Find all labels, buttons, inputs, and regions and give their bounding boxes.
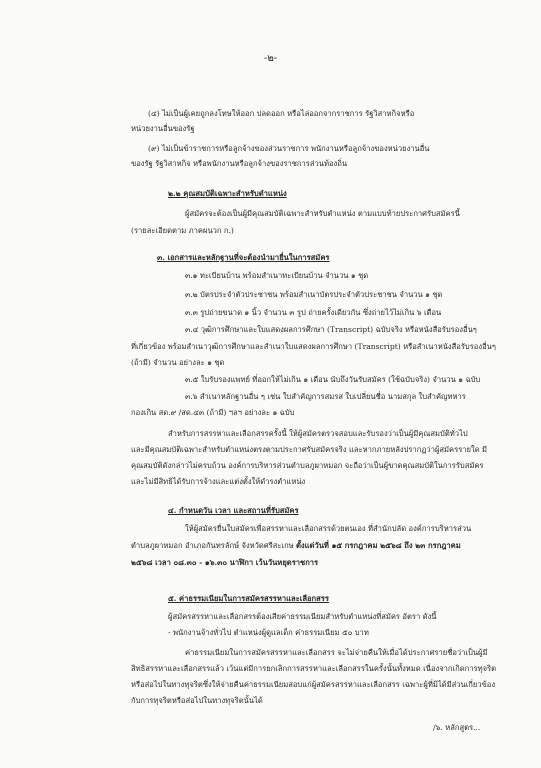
- text-line: - พนักงานจ้างทั่วไป ตำแหน่งผู้ดูแลเด็ก ค่าธรรมเนียม ๕๐ บาท: [168, 628, 369, 637]
- section-heading: ๕. ค่าธรรมเนียมในการสมัครสรรหาและเลือกสรร: [168, 594, 329, 603]
- text-line: สำหรับการสรรหาและเลือกสรรครั้งนี้ ให้ผู้สมัครตรวจสอบและรับรองว่าเป็นผู้มีคุณสมบัติทั่วไป: [168, 429, 468, 438]
- text-line: ให้ผู้สมัครยื่นใบสมัครเพื่อสรรหาและเลือกสรรด้วยตนเอง ที่สำนักปลัด องค์การบริหารส่วน: [185, 524, 472, 533]
- text-line: คุณสมบัติดังกล่าวไม่ครบถ้วน องค์การบริหารส่วนตำบลภูผาหมอก จะถือว่าเป็นผู้ขาดคุณสมบัติในการรับสมัคร: [131, 461, 484, 470]
- text-line: ผู้สมัครสรรหาและเลือกสรรต้องเสียค่าธรรมเนียมสำหรับตำแหน่งที่สมัคร อัตรา ดังนี้: [168, 612, 437, 621]
- text-line: ของรัฐ รัฐวิสาหกิจ หรือพนักงานหรือลูกจ้างของราชการส่วนท้องถิ่น: [131, 159, 348, 168]
- text-line: (รายละเอียดตาม ภาคผนวก ก.): [131, 226, 234, 235]
- section-heading: ๓. เอกสารและหลักฐานที่จะต้องนำมายื่นในการสมัคร: [157, 253, 330, 262]
- text-line: ๓.๓ รูปถ่ายขนาด ๑ นิ้ว จำนวน ๓ รูป ถ่ายครั้งเดียวกัน ซึ่งถ่ายไว้ไม่เกิน ๖ เดือน: [185, 308, 442, 317]
- section-heading: ๒.๒ คุณสมบัติเฉพาะสำหรับตำแหน่ง: [168, 189, 287, 198]
- text-line: ผู้สมัครจะต้องเป็นผู้มีคุณสมบัติเฉพาะสำหรับตำแหน่ง ตามแบบท้ายประกาศรับสมัครนี้: [185, 209, 460, 218]
- section-heading: ๔. กำหนดวัน เวลา และสถานที่รับสมัคร: [168, 506, 299, 515]
- text-line: และมีคุณสมบัติเฉพาะสำหรับตำแหน่งตรงตามประกาศรับสมัครจริง และหากภายหลังปรากฏว่าผู้สมัครรายใด มี: [131, 445, 488, 454]
- text-line: ๓.๒ บัตรประจำตัวประชาชน พร้อมสำเนาบัตรประจำตัวประชาชน จำนวน ๑ ชุด: [185, 290, 443, 299]
- text-line: ตำบลภูผาหมอก อำเภอกันทรลักษ์ จังหวัดศรีสะเกษ: [131, 541, 294, 550]
- text-line: ค่าธรรมเนียมในการสมัครสรรหาและเลือกสรร จะไม่จ่ายคืนให้เมื่อได้ประกาศรายชื่อว่าเป็นผู้มี: [185, 648, 488, 657]
- text-line: หรือส่อไปในทางทุจริตซึ่งให้จ่ายคืนค่าธรรมเนียมสอบแก่ผู้สมัครสรรหาและเลือกสรร เฉพาะผู้ที่มิได้มีส่วนเกี่ยวข้อง: [131, 680, 496, 689]
- text-line: ๓.๔ วุฒิการศึกษาและใบแสดงผลการศึกษา (Transcript) ฉบับจริง หรือหนังสือรับรองอื่นๆ: [185, 325, 477, 334]
- text-line: (ถ้ามี) จำนวน อย่างละ ๑ ชุด: [131, 358, 225, 367]
- text-line: และไม่มีสิทธิได้รับการจ้างและแต่งตั้งให้ดำรงตำแหน่ง: [131, 477, 306, 486]
- text-line: ๓.๖ สำเนาหลักฐานอื่น ๆ เช่น ใบสำคัญการสมรส ใบเปลี่ยนชื่อ นามสกุล ใบสำคัญทหาร: [185, 392, 466, 401]
- text-line: (๙) ไม่เป็นข้าราชการหรือลูกจ้างของส่วนราชการ พนักงานหรือลูกจ้างของหน่วยงานอื่น: [148, 144, 430, 153]
- text-line: สิทธิสรรหาและเลือกสรรแล้ว เว้นแต่มีการยกเลิกการสรรหาและเลือกสรรในครั้งนั้นทั้งหมด เนื่องจากเกิดการทุจริต: [131, 664, 497, 673]
- text-line: หน่วยงานอื่นของรัฐ: [131, 124, 195, 133]
- date-range-text: ตั้งแต่วันที่ ๑๕ กรกฎาคม ๒๕๖๘ ถึง ๒๓ กรกฎาคม: [296, 541, 461, 550]
- page-number: -๒-: [263, 53, 278, 64]
- text-line: กองเกิน สด.๙ /สด.๔๓ (ถ้ามี) ฯลฯ อย่างละ ๑ ฉบับ: [131, 408, 295, 417]
- date-time-text: ๒๕๖๘ เวลา ๐๘.๓๐ - ๑๖.๓๐ นาฬิกา เว้นวันหยุดราชการ: [131, 558, 319, 567]
- text-line: ๓.๑ ทะเบียนบ้าน พร้อมสำเนาทะเบียนบ้าน จำนวน ๑ ชุด: [185, 271, 369, 280]
- continuation-note: /๖. หลักสูตร...: [433, 723, 481, 732]
- text-line: (๔) ไม่เป็นผู้เคยถูกลงโทษให้ออก ปลดออก หรือไล่ออกจากราชการ รัฐวิสาหกิจหรือ: [148, 109, 415, 118]
- text-line: กับการทุจริตหรือส่อไปในทางทุจริตนั้นได้: [131, 696, 263, 705]
- text-line: ๓.๕ ใบรับรองแพทย์ ที่ออกให้ไม่เกิน ๑ เดือน นับถึงวันรับสมัคร (ใช้ฉบับจริง) จำนวน ๑ ฉบับ: [185, 375, 481, 384]
- text-line: ที่เกี่ยวข้อง พร้อมสำเนาวุฒิการศึกษาและสำเนาใบแสดงผลการศึกษา (Transcript) หรือสำเนาหนังสือรับรองอื่นๆ: [131, 342, 496, 351]
